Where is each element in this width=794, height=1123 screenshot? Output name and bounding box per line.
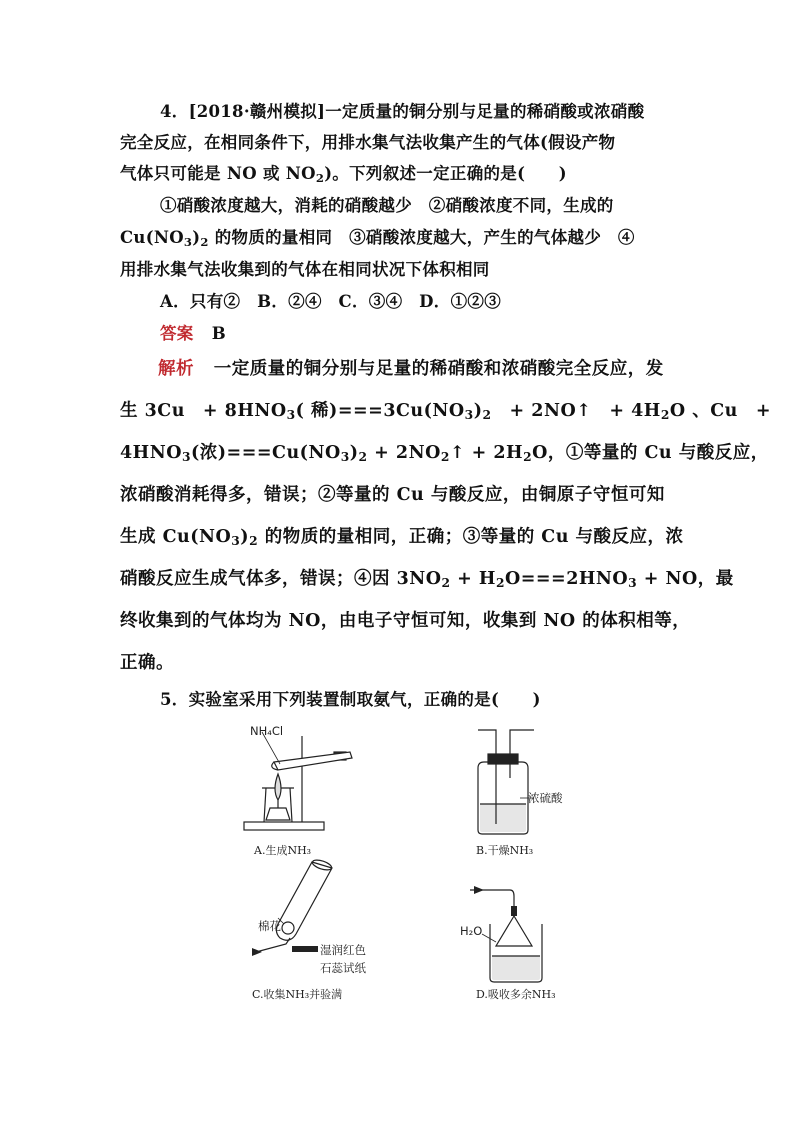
q4-options: A．只有② B．②④ C．③④ D．①②③ (160, 292, 501, 311)
apparatus-drawing (234, 712, 596, 1010)
label-nh4cl: NH₄Cl (250, 724, 284, 738)
apparatus-figure (234, 712, 596, 1010)
label-litmus-paper-2: 石蕊试纸 (320, 961, 366, 975)
explanation-line-1: 解析 一定质量的铜分别与足量的稀硝酸和浓硝酸完全反应，发 (158, 359, 664, 379)
q4-line-2: 完全反应，在相同条件下，用排水集气法收集产生的气体(假设产物 (120, 133, 616, 152)
explanation-line-8: 正确。 (120, 653, 174, 673)
caption-c: C.收集NH₃并验满 (252, 988, 343, 1001)
apparatus-a (244, 732, 352, 830)
q4-line-5: $Cu(NO_3)_2$ 的物质的量相同 ③硝酸浓度越大，产生的气体越少 ④ (120, 228, 635, 249)
explanation-line-6: 硝酸反应生成气体多，错误；④因 $3NO_2 + H_2O===2HNO_3$ + NO，最 (120, 569, 734, 591)
q4-answer (160, 320, 226, 344)
apparatus-b (478, 730, 534, 834)
q4-line-4: ①硝酸浓度越大，消耗的硝酸越少 ②硝酸浓度不同，生成的 (160, 196, 614, 215)
q5-line: 5．实验室采用下列装置制取氨气，正确的是( ) (160, 690, 541, 709)
explanation-line-3: $4HNO_3$(浓)$===Cu(NO_3)_2$ + $2NO_2↑ + 2H_2O$，①等量的 Cu 与酸反应， (120, 443, 769, 465)
caption-d: D.吸收多余NH₃ (476, 988, 556, 1001)
explanation-line-5: 生成 $Cu(NO_3)_2$ 的物质的量相同，正确；③等量的 Cu 与酸反应，浓 (120, 527, 684, 549)
caption-a: A.生成NH₃ (254, 844, 312, 857)
label-h2o: H₂O (460, 924, 483, 938)
explanation-line-4: 浓硝酸消耗得多，错误；②等量的 Cu 与酸反应，由铜原子守恒可知 (120, 485, 665, 505)
q4-line-1: 4．[2018·赣州模拟]一定质量的铜分别与足量的稀硝酸或浓硝酸 (160, 102, 645, 121)
explanation-line-2: 生 3Cu + $8HNO_3$( 稀)$===3Cu(NO_3)_2$ + 2NO↑ + $4H_2O$ 、Cu + (120, 401, 772, 423)
answer-value: B (211, 324, 226, 343)
label-litmus-paper-1: 湿润红色 (320, 943, 366, 957)
caption-b: B.干燥NH₃ (476, 844, 534, 857)
label-conc-sulfuric-acid: 浓硫酸 (528, 791, 563, 805)
explanation-line-7: 终收集到的气体均为 NO，由电子守恒可知，收集到 NO 的体积相等， (120, 611, 691, 631)
answer-label: 答案 (160, 324, 194, 343)
q4-line-6: 用排水集气法收集到的气体在相同状况下体积相同 (120, 260, 490, 279)
explanation-label: 解析 (158, 359, 194, 379)
q4-line-3: 气体只可能是 NO 或 $NO_2$)。下列叙述一定正确的是( ) (120, 164, 567, 185)
label-cotton: 棉花 (258, 919, 281, 933)
